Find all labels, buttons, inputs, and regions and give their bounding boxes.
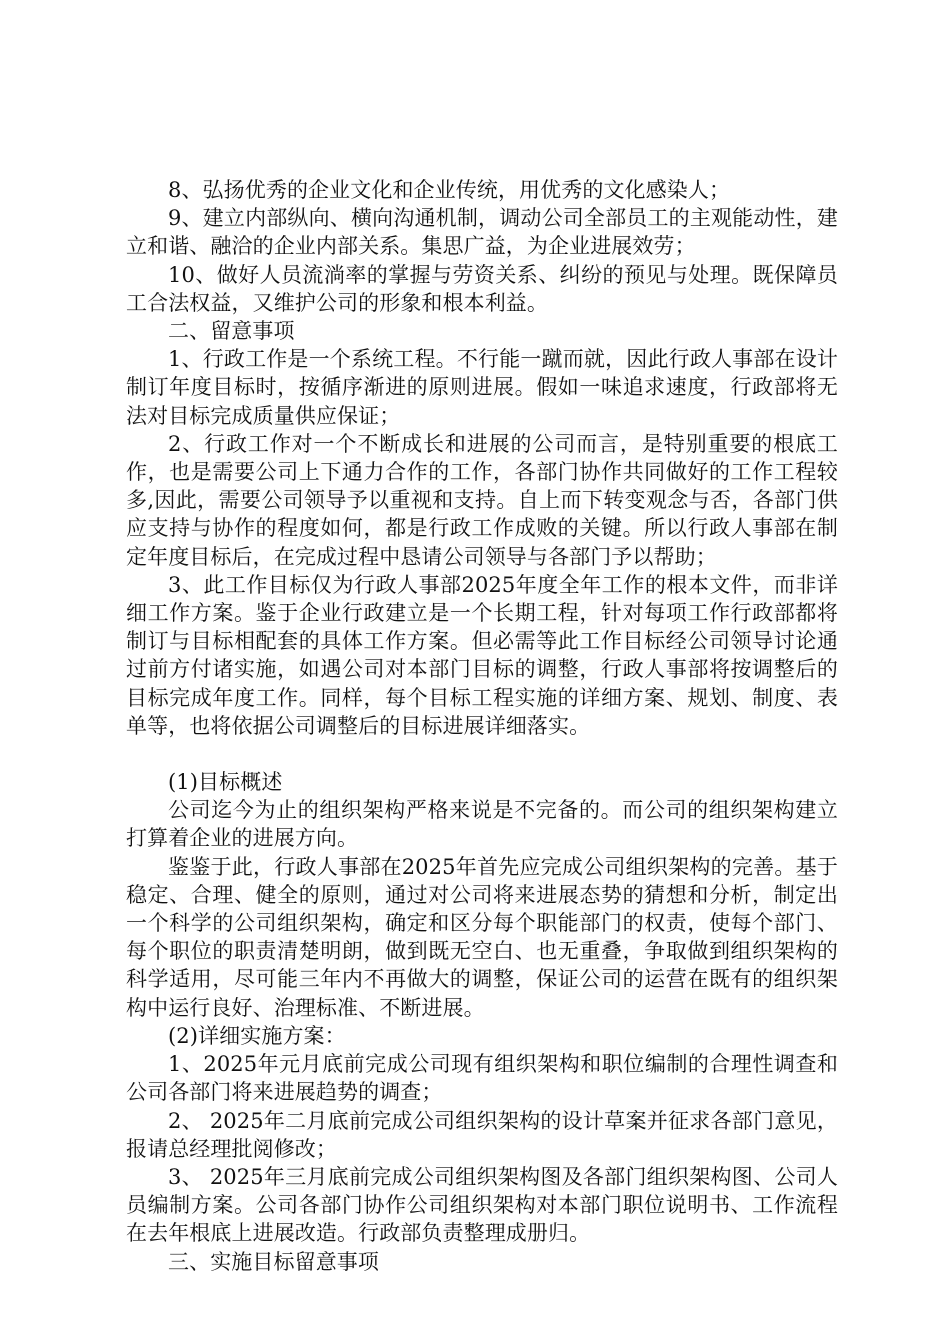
subheading-implementation-plan: (2)详细实施方案： — [168, 1023, 346, 1048]
section-heading-implementation-notes: 三、实施目标留意事项 — [168, 1249, 379, 1274]
section-heading-notes: 二、留意事项 — [168, 319, 295, 344]
list-item-8: 8、弘扬优秀的企业文化和企业传统，用优秀的文化感染人； — [168, 178, 731, 202]
plan-item-1: 1、2025年元月底前完成公司现有组织架构和职位编制的合理性调查和公司各部门将来进展趋势的调查； — [126, 1052, 838, 1105]
plan-item-2: 2、 2025年二月底前完成公司组织架构的设计草案并征求各部门意见，报请总经理批阅修改； — [126, 1108, 838, 1161]
overview-paragraph-1: 公司迄今为止的组织架构严格来说是不完备的。而公司的组织架构建立打算着企业的进展方向。 — [126, 798, 838, 851]
overview-paragraph-2: 鉴鉴于此，行政人事部在2025年首先应完成公司组织架构的完善。基于稳定、合理、健全的原则，通过对公司将来进展态势的猜想和分析，制定出一个科学的公司组织架构，确定和区分每个职能部门的权责，使每个部门、每个职位的职责清楚明朗，做到既无空白、也无重叠，争取做到组织架构的科学适用，尽可能三年内不再做大的调整，保证公司的运营在既有的组织架构中运行良好、治理标准、不断进展。 — [126, 854, 838, 1020]
subheading-objective-overview: (1)目标概述 — [168, 770, 283, 795]
plan-item-3: 3、 2025年三月底前完成公司组织架构图及各部门组织架构图、公司人员编制方案。公司各部门协作公司组织架构对本部门职位说明书、工作流程在去年根底上进展改造。行政部负责整理成册归。 — [126, 1164, 838, 1246]
note-item-3: 3、此工作目标仅为行政人事部2025年度全年工作的根本文件，而非详细工作方案。鉴于企业行政建立是一个长期工程，针对每项工作行政部都将制订与目标相配套的具体工作方案。但必需等此工作目标经公司领导讨论通过前方付诸实施，如遇公司对本部门目标的调整，行政人事部将按调整后的目标完成年度工作。同样，每个目标工程实施的详细方案、规划、制度、表单等，也将依据公司调整后的目标进展详细落实。 — [126, 572, 838, 738]
paragraph-gap — [126, 740, 838, 768]
list-item-10: 10、做好人员流淌率的掌握与劳资关系、纠纷的预见与处理。既保障员工合法权益，又维护公司的形象和根本利益。 — [126, 262, 838, 315]
note-item-1: 1、行政工作是一个系统工程。不行能一蹴而就，因此行政人事部在设计制订年度目标时，按循序渐进的原则进展。假如一味追求速度，行政部将无法对目标完成质量供应保证； — [126, 347, 838, 428]
list-item-9: 9、建立内部纵向、横向沟通机制，调动公司全部员工的主观能动性，建立和谐、融洽的企业内部关系。集思广益，为企业进展效劳； — [126, 206, 838, 259]
note-item-2: 2、行政工作对一个不断成长和进展的公司而言，是特别重要的根底工作，也是需要公司上下通力合作的工作，各部门协作共同做好的工作工程较多,因此，需要公司领导予以重视和支持。自上而下转变观念与否，各部门供应支持与协作的程度如何，都是行政工作成败的关键。所以行政人事部在制定年度目标后，在完成过程中恳请公司领导与各部门予以帮助； — [126, 431, 838, 569]
document-body — [126, 176, 838, 1276]
